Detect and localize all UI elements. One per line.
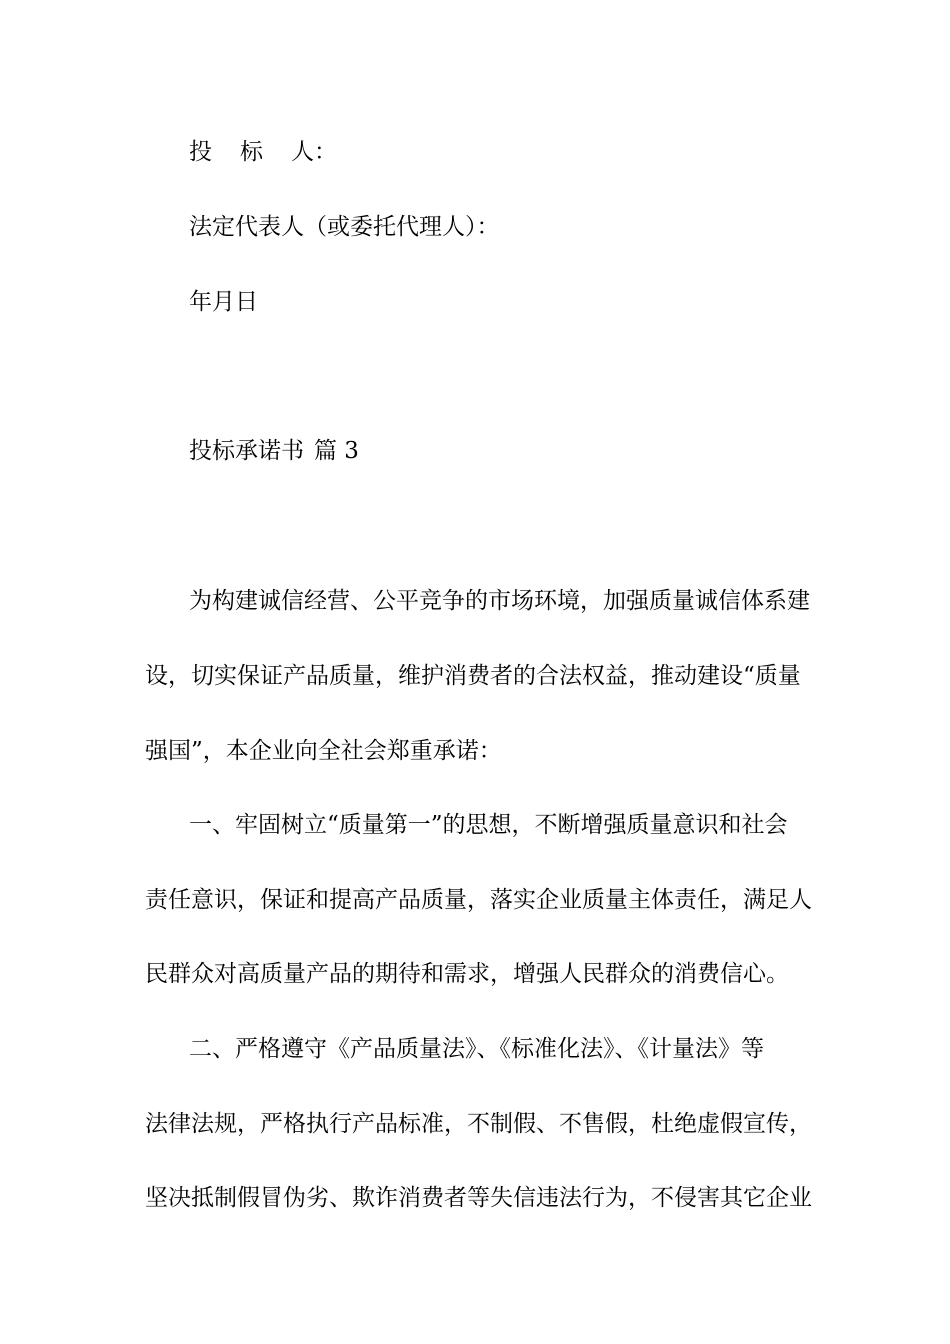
- item1-line-2: 责任意识，保证和提高产品质量，落实企业质量主体责任，满足人: [145, 887, 812, 913]
- intro-line-3: 强国”，本企业向全社会郑重承诺：: [145, 738, 502, 764]
- section-title: [189, 436, 359, 466]
- item2-line-2: 法律法规，严格执行产品标准，不制假、不售假，杜绝虚假宣传，: [145, 1111, 812, 1137]
- bidder-label: [189, 137, 337, 167]
- date-label: 年月日: [189, 289, 258, 315]
- item2-line-1: 二、严格遵守《产品质量法》、《标准化法》、《计量法》等: [189, 1036, 764, 1062]
- item2-line-3: 坚决抵制假冒伪劣、欺诈消费者等失信违法行为，不侵害其它企业: [145, 1185, 812, 1211]
- section-number: 篇 3: [314, 438, 359, 464]
- bidder-label-char-3: 人：: [291, 139, 337, 165]
- bidder-label-char-1: 投: [189, 139, 212, 165]
- bidder-label-char-2: 标: [240, 139, 263, 165]
- intro-line-2: 设，切实保证产品质量，维护消费者的合法权益，推动建设“质量: [145, 663, 801, 689]
- intro-line-1: 为构建诚信经营、公平竞争的市场环境，加强质量诚信体系建: [189, 588, 810, 614]
- section-title-text: 投标承诺书: [189, 438, 304, 464]
- item1-line-3: 民群众对高质量产品的期待和需求，增强人民群众的消费信心。: [145, 961, 789, 987]
- item1-line-1: 一、牢固树立“质量第一”的思想，不断增强质量意识和社会: [189, 812, 788, 838]
- representative-label: 法定代表人（或委托代理人）：: [189, 214, 500, 240]
